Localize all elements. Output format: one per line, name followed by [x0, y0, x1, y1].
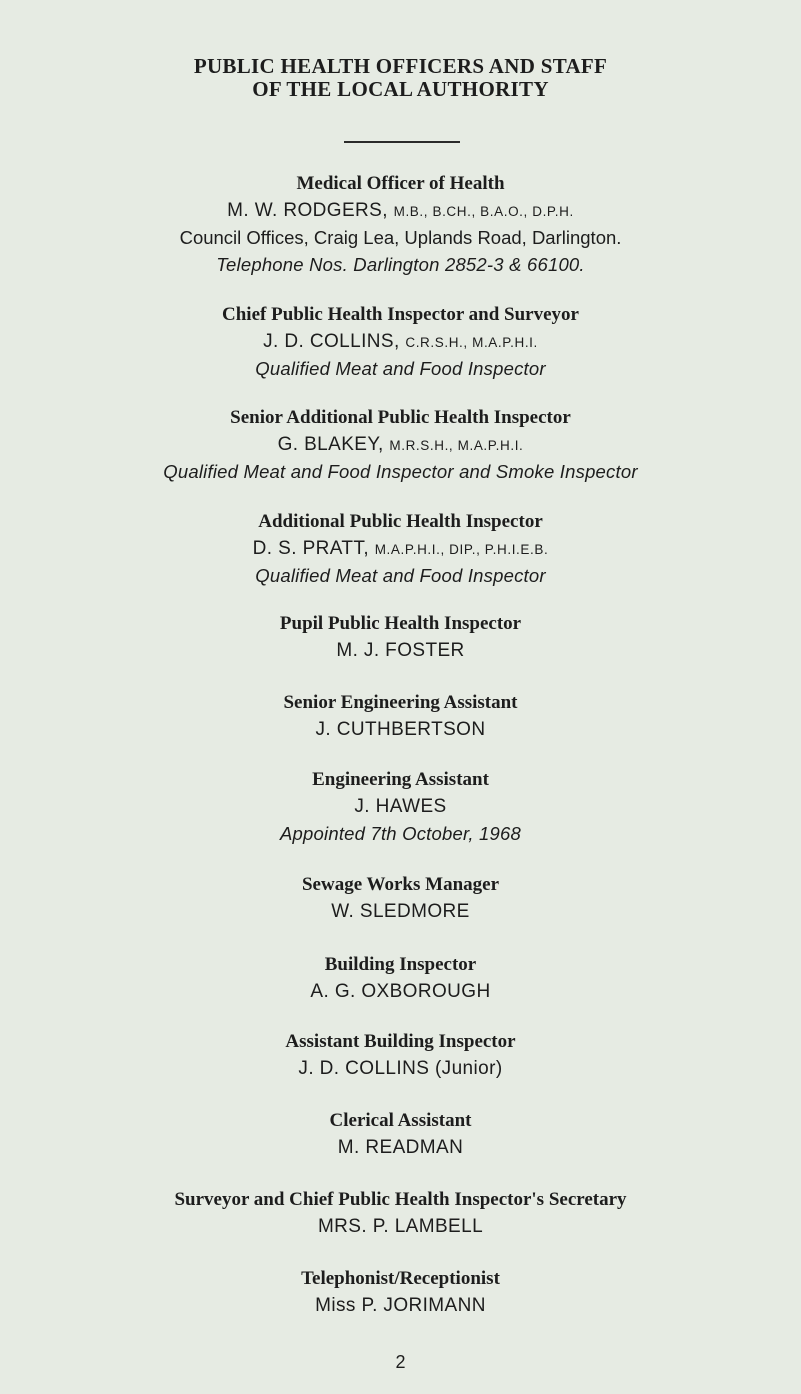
- entry-senior-engineering-assistant: [0, 689, 801, 743]
- officer-name-text: D. S. PRATT,: [252, 538, 370, 559]
- officer-note: Qualified Meat and Food Inspector: [255, 565, 546, 586]
- page-title-line-2: OF THE LOCAL AUTHORITY: [252, 77, 549, 101]
- officer-note: Qualified Meat and Food Inspector and Smoke Inspector: [163, 461, 638, 482]
- entry-pupil-inspector: [0, 610, 801, 664]
- officer-qualifications: M.A.P.H.I., DIP., P.H.I.E.B.: [374, 542, 549, 557]
- telephone-numbers: Telephone Nos. Darlington 2852-3 & 66100.: [216, 254, 585, 275]
- entry-senior-additional-inspector: [0, 404, 801, 485]
- title-divider: [344, 141, 460, 143]
- role-title: Pupil Public Health Inspector: [279, 613, 522, 634]
- role-title: Senior Additional Public Health Inspector: [230, 407, 571, 428]
- role-title: Telephonist/Receptionist: [301, 1268, 500, 1289]
- officer-qualifications: M.B., B.CH., B.A.O., D.P.H.: [393, 204, 574, 219]
- officer-note: Qualified Meat and Food Inspector: [255, 358, 546, 379]
- officer-name: J. HAWES: [354, 796, 447, 817]
- officer-note: Appointed 7th October, 1968: [280, 823, 521, 844]
- entry-sewage-works-manager: [0, 871, 801, 925]
- officer-name: [0, 197, 801, 224]
- role-title: Sewage Works Manager: [301, 874, 500, 895]
- role-title: Additional Public Health Inspector: [258, 511, 543, 532]
- entry-additional-inspector: [0, 508, 801, 589]
- page-title-line-1: PUBLIC HEALTH OFFICERS AND STAFF: [193, 54, 608, 78]
- entry-secretary: [0, 1186, 801, 1240]
- entry-engineering-assistant: [0, 766, 801, 847]
- officer-name: W. SLEDMORE: [331, 901, 470, 922]
- officer-name: M. READMAN: [337, 1137, 464, 1158]
- role-title: Surveyor and Chief Public Health Inspector's Secretary: [174, 1189, 627, 1210]
- role-title: Engineering Assistant: [312, 769, 489, 790]
- officer-name: M. J. FOSTER: [336, 640, 465, 661]
- officer-name: Miss P. JORIMANN: [315, 1295, 486, 1316]
- entry-building-inspector: [0, 951, 801, 1005]
- entry-medical-officer: [0, 170, 801, 278]
- office-address: Council Offices, Craig Lea, Uplands Road, Darlington.: [179, 227, 622, 248]
- entry-telephonist: [0, 1265, 801, 1319]
- entry-chief-inspector: [0, 301, 801, 382]
- role-title: Assistant Building Inspector: [285, 1031, 516, 1052]
- role-title: Chief Public Health Inspector and Surveyor: [222, 304, 579, 325]
- officer-name: [0, 535, 801, 562]
- officer-name: J. CUTHBERTSON: [315, 719, 486, 740]
- officer-name-text: G. BLAKEY,: [277, 434, 384, 455]
- officer-name: J. D. COLLINS (Junior): [298, 1058, 503, 1079]
- role-title: Medical Officer of Health: [296, 173, 505, 194]
- role-title: Building Inspector: [324, 954, 477, 975]
- entry-clerical-assistant: [0, 1107, 801, 1161]
- role-title: Clerical Assistant: [329, 1110, 472, 1131]
- officer-name-text: J. D. COLLINS,: [263, 331, 400, 352]
- officer-qualifications: M.R.S.H., M.A.P.H.I.: [389, 438, 524, 453]
- role-title: Senior Engineering Assistant: [283, 692, 518, 713]
- page-number: 2: [395, 1352, 406, 1372]
- officer-name: [0, 431, 801, 458]
- officer-name: MRS. P. LAMBELL: [317, 1216, 484, 1237]
- entry-assistant-building-inspector: [0, 1028, 801, 1082]
- officer-name: [0, 328, 801, 355]
- officer-name-text: M. W. RODGERS,: [227, 200, 388, 221]
- officer-name: A. G. OXBOROUGH: [310, 981, 491, 1002]
- officer-qualifications: C.R.S.H., M.A.P.H.I.: [405, 335, 538, 350]
